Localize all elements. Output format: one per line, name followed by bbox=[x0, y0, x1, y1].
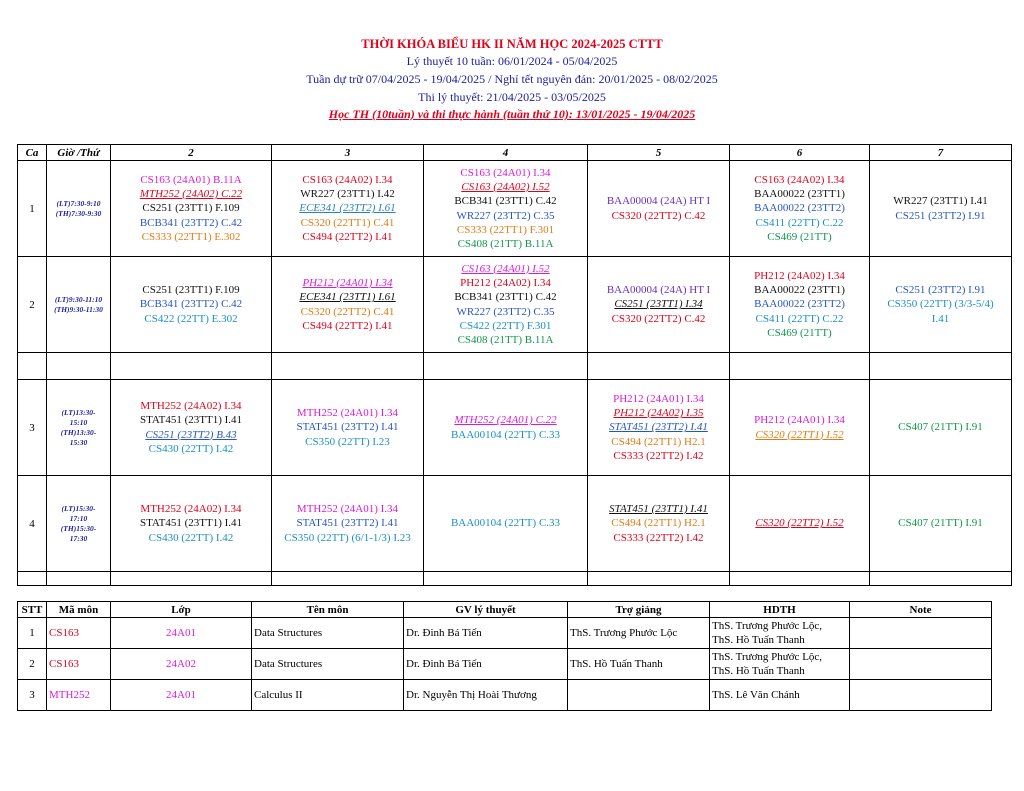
class-entry: BAA00104 (22TT) C.33 bbox=[450, 428, 561, 441]
class-entry: CS408 (21TT) B.11A bbox=[457, 238, 554, 251]
class-entry: CS163 (24A01) B.11A bbox=[140, 173, 242, 186]
class-entry: CS251 (23TT2) I.91 bbox=[895, 284, 986, 297]
schedule-cell bbox=[730, 257, 870, 353]
header-time-day: Giờ /Thứ bbox=[47, 145, 111, 161]
course-stt: 1 bbox=[18, 618, 47, 649]
class-entry: CS251 (23TT1) F.109 bbox=[142, 284, 240, 297]
header-note: Note bbox=[850, 602, 992, 618]
slot-number: 1 bbox=[18, 161, 47, 257]
class-entry: CS333 (22TT1) E.302 bbox=[141, 230, 241, 243]
slot-time-line: (LT)7:30-9:10 bbox=[56, 198, 101, 208]
class-entry: CS163 (24A02) I.52 bbox=[461, 180, 550, 193]
class-entry: CS320 (22TT2) C.41 bbox=[300, 305, 395, 318]
class-entry: CS320 (22TT2) C.42 bbox=[611, 312, 706, 325]
empty-cell bbox=[870, 572, 1012, 586]
schedule-cell bbox=[424, 161, 588, 257]
class-entry: CS320 (22TT1) I.52 bbox=[755, 428, 844, 441]
empty-cell bbox=[18, 353, 47, 380]
course-row bbox=[18, 680, 992, 711]
empty-cell bbox=[730, 353, 870, 380]
class-entry: STAT451 (23TT2) I.41 bbox=[296, 517, 399, 530]
slot-time bbox=[47, 257, 111, 353]
empty-cell bbox=[272, 572, 424, 586]
class-entry: WR227 (23TT1) I.42 bbox=[300, 188, 395, 201]
course-stt: 2 bbox=[18, 649, 47, 680]
class-entry: CS251 (23TT2) I.91 bbox=[895, 209, 986, 222]
class-entry: CS163 (24A01) I.34 bbox=[460, 166, 551, 179]
header-class: Lớp bbox=[111, 602, 252, 618]
class-entry: CS251 (23TT2) B.43 bbox=[145, 428, 237, 441]
slot-time-line: (TH)7:30-9:30 bbox=[55, 208, 102, 218]
class-entry: BAA00022 (23TT2) bbox=[754, 298, 845, 311]
class-entry: ECE341 (23TT2) I.61 bbox=[299, 202, 396, 215]
schedule-cell bbox=[272, 380, 424, 476]
class-entry: CS407 (21TT) I.91 bbox=[898, 517, 983, 530]
header-day-5: 5 bbox=[588, 145, 730, 161]
class-entry: CS494 (22TT1) H2.1 bbox=[611, 435, 706, 448]
class-entry: CS494 (22TT1) H2.1 bbox=[611, 517, 706, 530]
class-entry: STAT451 (23TT2) I.41 bbox=[609, 421, 708, 434]
page-title: THỜI KHÓA BIỂU HK II NĂM HỌC 2024-2025 CTTT bbox=[361, 37, 663, 51]
header-day-4: 4 bbox=[424, 145, 588, 161]
practice-line: Học TH (10tuần) và thi thực hành (tuần thứ 10): 13/01/2025 - 19/04/2025 bbox=[328, 107, 696, 121]
class-entry: CS408 (21TT) B.11A bbox=[457, 334, 554, 347]
class-entry: STAT451 (23TT1) I.41 bbox=[139, 414, 243, 427]
class-entry: PH212 (24A02) I.34 bbox=[460, 276, 551, 289]
course-lecturer: Dr. Nguyễn Thị Hoài Thương bbox=[404, 680, 568, 711]
class-entry: CS411 (22TT) C.22 bbox=[755, 312, 844, 325]
class-entry: CS163 (24A02) I.34 bbox=[754, 173, 845, 186]
class-entry: CS430 (22TT) I.42 bbox=[148, 531, 234, 544]
class-entry: CS251 (23TT1) F.109 bbox=[142, 202, 240, 215]
schedule-cell bbox=[272, 476, 424, 572]
empty-cell bbox=[111, 572, 272, 586]
slot-time-line: (TH)9:30-11:30 bbox=[54, 304, 103, 314]
course-row bbox=[18, 618, 992, 649]
class-entry: CS333 (22TT2) I.42 bbox=[613, 531, 704, 544]
class-entry: CS333 (22TT1) F.301 bbox=[456, 223, 555, 236]
schedule-cell bbox=[730, 476, 870, 572]
class-entry: MTH252 (24A02) C.22 bbox=[139, 188, 243, 201]
slot-time-line: (TH)15:30- bbox=[60, 523, 97, 533]
empty-cell bbox=[47, 353, 111, 380]
class-entry: MTH252 (24A01) I.34 bbox=[296, 407, 399, 420]
class-entry: CS163 (24A01) I.52 bbox=[461, 262, 550, 275]
course-row bbox=[18, 649, 992, 680]
course-code: CS163 bbox=[47, 649, 111, 680]
course-hdth bbox=[710, 618, 850, 649]
header-code: Mã môn bbox=[47, 602, 111, 618]
schedule-cell bbox=[588, 257, 730, 353]
schedule-cell bbox=[870, 476, 1012, 572]
class-entry: PH212 (24A01) I.34 bbox=[302, 276, 393, 289]
schedule-cell bbox=[424, 476, 588, 572]
hdth-name: ThS. Trương Phước Lộc, bbox=[712, 651, 823, 663]
lunch-break-row bbox=[18, 353, 1012, 380]
slot-time bbox=[47, 380, 111, 476]
schedule-cell bbox=[111, 476, 272, 572]
course-table bbox=[17, 601, 992, 711]
class-entry: STAT451 (23TT2) I.41 bbox=[296, 421, 399, 434]
schedule-cell bbox=[424, 380, 588, 476]
class-entry: MTH252 (24A02) I.34 bbox=[140, 503, 242, 516]
hdth-name: ThS. Hồ Tuấn Thanh bbox=[712, 665, 805, 677]
course-lecturer: Dr. Đinh Bá Tiến bbox=[404, 649, 568, 680]
empty-cell bbox=[424, 353, 588, 380]
header-day-7: 7 bbox=[870, 145, 1012, 161]
course-stt: 3 bbox=[18, 680, 47, 711]
schedule-cell bbox=[111, 257, 272, 353]
course-code: MTH252 bbox=[47, 680, 111, 711]
slot-time-line: 15:30 bbox=[69, 437, 88, 447]
header-day-3: 3 bbox=[272, 145, 424, 161]
course-class: 24A02 bbox=[111, 649, 252, 680]
course-header-row bbox=[18, 602, 992, 618]
empty-cell bbox=[424, 572, 588, 586]
course-name: Calculus II bbox=[252, 680, 404, 711]
class-entry: CS422 (22TT) E.302 bbox=[144, 312, 238, 325]
class-entry: CS320 (22TT2) I.52 bbox=[755, 517, 844, 530]
schedule-cell bbox=[870, 161, 1012, 257]
class-entry: BAA00022 (23TT1) bbox=[754, 284, 845, 297]
class-entry: CS333 (22TT2) I.42 bbox=[613, 449, 704, 462]
course-ta: ThS. Hồ Tuấn Thanh bbox=[568, 649, 710, 680]
class-entry: CS350 (22TT) (6/1-1/3) I.23 bbox=[284, 531, 411, 544]
empty-cell bbox=[18, 572, 47, 586]
schedule-cell bbox=[272, 257, 424, 353]
slot-time-line: (TH)13:30- bbox=[60, 427, 97, 437]
reserve-week-line: Tuần dự trữ 07/04/2025 - 19/04/2025 / Nghỉ tết nguyên đán: 20/01/2025 - 08/02/2025 bbox=[306, 72, 718, 86]
class-entry: ECE341 (23TT1) I.61 bbox=[299, 291, 396, 304]
class-entry: PH212 (24A01) I.34 bbox=[754, 414, 845, 427]
class-entry: CS422 (22TT) F.301 bbox=[459, 319, 552, 332]
course-class: 24A01 bbox=[111, 618, 252, 649]
empty-cell bbox=[111, 353, 272, 380]
timetable bbox=[17, 144, 1012, 586]
course-note bbox=[850, 649, 992, 680]
class-entry: WR227 (23TT1) I.41 bbox=[893, 195, 988, 208]
empty-cell bbox=[588, 572, 730, 586]
header-course-name: Tên môn bbox=[252, 602, 404, 618]
course-class: 24A01 bbox=[111, 680, 252, 711]
class-entry: BCB341 (23TT1) C.42 bbox=[454, 291, 557, 304]
hdth-name: ThS. Hồ Tuấn Thanh bbox=[712, 634, 805, 646]
class-entry: MTH252 (24A01) C.22 bbox=[454, 414, 557, 427]
class-entry: BAA00104 (22TT) C.33 bbox=[450, 517, 561, 530]
exam-line: Thi lý thuyết: 21/04/2025 - 03/05/2025 bbox=[418, 90, 606, 104]
empty-cell bbox=[47, 572, 111, 586]
class-entry: BAA00022 (23TT2) bbox=[754, 202, 845, 215]
empty-cell bbox=[730, 572, 870, 586]
course-hdth bbox=[710, 680, 850, 711]
schedule-cell bbox=[111, 161, 272, 257]
course-hdth bbox=[710, 649, 850, 680]
slot-time-line: 15:10 bbox=[69, 417, 88, 427]
class-entry: WR227 (23TT2) C.35 bbox=[456, 209, 555, 222]
header-day-6: 6 bbox=[730, 145, 870, 161]
class-entry: I.41 bbox=[931, 312, 950, 325]
course-ta: ThS. Trương Phước Lộc bbox=[568, 618, 710, 649]
timetable-header-row bbox=[18, 145, 1012, 161]
class-entry: PH212 (24A01) I.34 bbox=[613, 392, 704, 405]
slot-time-line: (LT)13:30- bbox=[61, 407, 96, 417]
schedule-cell bbox=[730, 161, 870, 257]
class-entry: CS320 (22TT2) C.42 bbox=[611, 209, 706, 222]
header-day-2: 2 bbox=[111, 145, 272, 161]
slot-number: 2 bbox=[18, 257, 47, 353]
course-code: CS163 bbox=[47, 618, 111, 649]
course-note bbox=[850, 680, 992, 711]
class-entry: WR227 (23TT2) C.35 bbox=[456, 305, 555, 318]
header-stt: STT bbox=[18, 602, 47, 618]
schedule-cell bbox=[870, 380, 1012, 476]
timeslot-row bbox=[18, 161, 1012, 257]
class-entry: CS320 (22TT1) C.41 bbox=[300, 216, 395, 229]
class-entry: CS411 (22TT) C.22 bbox=[755, 216, 844, 229]
class-entry: BAA00004 (24A) HT I bbox=[606, 284, 711, 297]
spacer-row bbox=[18, 572, 1012, 586]
class-entry: MTH252 (24A01) I.34 bbox=[296, 503, 399, 516]
class-entry: BCB341 (23TT1) C.42 bbox=[454, 195, 557, 208]
schedule-cell bbox=[588, 161, 730, 257]
course-lecturer: Dr. Đinh Bá Tiến bbox=[404, 618, 568, 649]
header-ca: Ca bbox=[18, 145, 47, 161]
schedule-cell bbox=[588, 380, 730, 476]
class-entry: CS469 (21TT) bbox=[767, 230, 832, 243]
slot-time-line: 17:30 bbox=[69, 533, 88, 543]
slot-time-line: (LT)15:30- bbox=[61, 503, 96, 513]
timeslot-row bbox=[18, 257, 1012, 353]
class-entry: BAA00022 (23TT1) bbox=[754, 188, 845, 201]
class-entry: CS469 (21TT) bbox=[767, 326, 832, 339]
theory-weeks-line: Lý thuyết 10 tuần: 06/01/2024 - 05/04/2025 bbox=[406, 54, 618, 68]
class-entry: CS494 (22TT2) I.41 bbox=[302, 319, 393, 332]
class-entry: CS350 (22TT) (3/3-5/4) bbox=[887, 298, 994, 311]
slot-time bbox=[47, 161, 111, 257]
timeslot-row bbox=[18, 476, 1012, 572]
timeslot-row bbox=[18, 380, 1012, 476]
schedule-cell bbox=[111, 380, 272, 476]
class-entry: CS251 (23TT1) I.34 bbox=[614, 298, 703, 311]
header-lecturer: GV lý thuyết bbox=[404, 602, 568, 618]
class-entry: CS350 (22TT) I.23 bbox=[305, 435, 390, 448]
header-hdth: HDTH bbox=[710, 602, 850, 618]
class-entry: BAA00004 (24A) HT I bbox=[606, 195, 711, 208]
slot-number: 4 bbox=[18, 476, 47, 572]
schedule-cell bbox=[272, 161, 424, 257]
course-ta bbox=[568, 680, 710, 711]
class-entry: STAT451 (23TT1) I.41 bbox=[139, 517, 243, 530]
empty-cell bbox=[870, 353, 1012, 380]
class-entry: BCB341 (23TT2) C.42 bbox=[139, 216, 243, 229]
empty-cell bbox=[588, 353, 730, 380]
schedule-cell bbox=[588, 476, 730, 572]
hdth-name: ThS. Lê Văn Chánh bbox=[712, 689, 800, 701]
class-entry: PH212 (24A02) I.35 bbox=[613, 407, 704, 420]
schedule-cell bbox=[730, 380, 870, 476]
schedule-cell bbox=[870, 257, 1012, 353]
class-entry: CS163 (24A02) I.34 bbox=[302, 173, 393, 186]
class-entry: STAT451 (23TT1) I.41 bbox=[609, 503, 708, 516]
course-name: Data Structures bbox=[252, 649, 404, 680]
slot-time-line: (LT)9:30-11:10 bbox=[54, 294, 103, 304]
class-entry: MTH252 (24A02) I.34 bbox=[140, 399, 242, 412]
course-name: Data Structures bbox=[252, 618, 404, 649]
hdth-name: ThS. Trương Phước Lộc, bbox=[712, 620, 823, 632]
header-ta: Trợ giảng bbox=[568, 602, 710, 618]
schedule-cell bbox=[424, 257, 588, 353]
course-note bbox=[850, 618, 992, 649]
slot-time-line: 17:10 bbox=[69, 513, 88, 523]
class-entry: CS494 (22TT2) I.41 bbox=[302, 230, 393, 243]
class-entry: CS430 (22TT) I.42 bbox=[148, 442, 234, 455]
slot-time bbox=[47, 476, 111, 572]
class-entry: BCB341 (23TT2) C.42 bbox=[139, 298, 243, 311]
slot-number: 3 bbox=[18, 380, 47, 476]
empty-cell bbox=[272, 353, 424, 380]
class-entry: PH212 (24A02) I.34 bbox=[754, 269, 845, 282]
class-entry: CS407 (21TT) I.91 bbox=[898, 421, 983, 434]
